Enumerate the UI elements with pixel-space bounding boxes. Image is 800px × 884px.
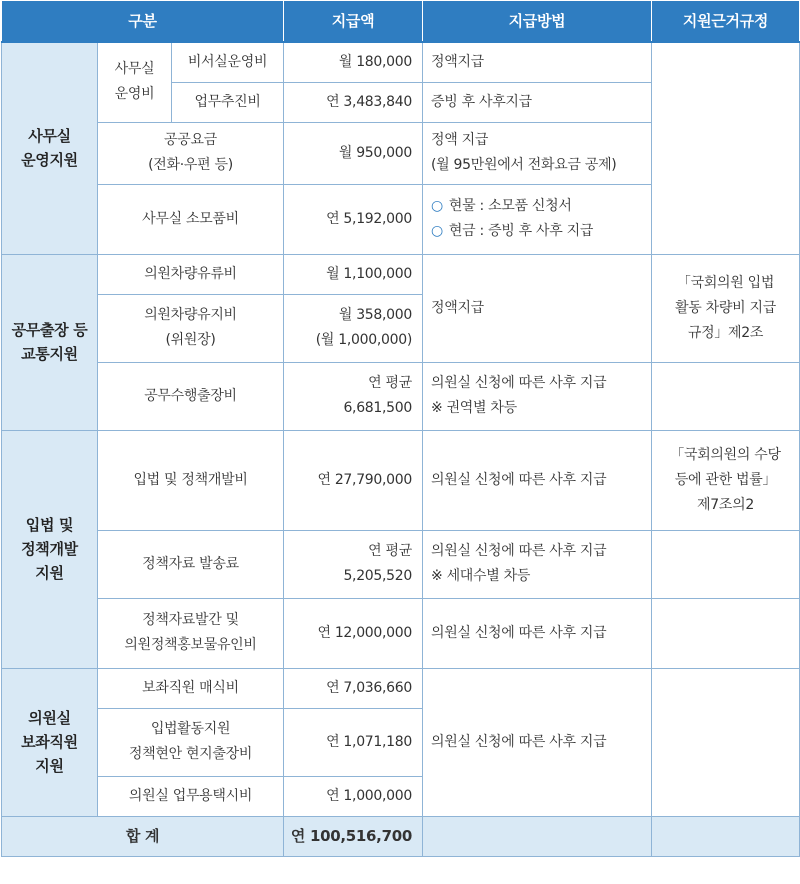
total-method [423,816,652,856]
amount-taxi: 연 1,000,000 [284,776,423,816]
category-travel: 공무출장 등 교통지원 [2,254,98,430]
basis-vehicle: 「국회의원 입법 활동 차량비 지급 규정」제2조 [652,254,800,362]
basis-trip [652,362,800,430]
item-publish: 정책자료발간 및 의원정책홍보물유인비 [98,598,284,668]
table-row [2,598,800,668]
subgroup-office-cost: 사무실 운영비 [98,42,172,122]
item-taxi: 의원실 업무용택시비 [98,776,284,816]
bullet-icon: ○ [431,223,443,239]
item-maintenance: 의원차량유지비 (위원장) [98,294,284,362]
table-row [2,430,800,530]
item-trip: 공무수행출장비 [98,362,284,430]
method-secretary: 정액지급 [423,42,652,82]
method-vehicle: 정액지급 [423,254,652,362]
item-promotion: 업무추진비 [172,82,284,122]
total-row [2,816,800,856]
basis-staff [652,668,800,816]
method-publish: 의원실 신청에 따른 사후 지급 [423,598,652,668]
method-trip: 의원실 신청에 따른 사후 지급 ※ 권역별 차등 [423,362,652,430]
table-row [2,42,800,82]
amount-mailing: 연 평균 5,205,520 [284,530,423,598]
amount-secretary: 월 180,000 [284,42,423,82]
table-row [2,530,800,598]
amount-meal: 연 7,036,660 [284,668,423,708]
header-method: 지급방법 [423,1,652,43]
amount-supplies: 연 5,192,000 [284,184,423,254]
item-utility: 공공요금 (전화·우편 등) [98,122,284,184]
header-category: 구분 [2,1,284,43]
amount-promotion: 연 3,483,840 [284,82,423,122]
amount-trip: 연 평균 6,681,500 [284,362,423,430]
method-utility: 정액 지급 (월 95만원에서 전화요금 공제) [423,122,652,184]
item-secretary: 비서실운영비 [172,42,284,82]
item-mailing: 정책자료 발송료 [98,530,284,598]
item-field: 입법활동지원 정책현안 현지출장비 [98,708,284,776]
basis-publish [652,598,800,668]
table-row [2,254,800,294]
method-legis: 의원실 신청에 따른 사후 지급 [423,430,652,530]
total-amount: 연 100,516,700 [284,816,423,856]
basis-office [652,42,800,254]
basis-legis: 「국회의원의 수당 등에 관한 법률」 제7조의2 [652,430,800,530]
bullet-icon: ○ [431,198,443,214]
total-label: 합 계 [2,816,284,856]
header-basis: 지원근거규정 [652,1,800,43]
header-row [2,1,800,43]
amount-legis: 연 27,790,000 [284,430,423,530]
item-supplies: 사무실 소모품비 [98,184,284,254]
amount-fuel: 월 1,100,000 [284,254,423,294]
method-promotion: 증빙 후 사후지급 [423,82,652,122]
category-staff: 의원실 보좌직원 지원 [2,668,98,816]
support-table [1,0,800,857]
category-policy: 입법 및 정책개발 지원 [2,430,98,668]
amount-publish: 연 12,000,000 [284,598,423,668]
header-amount: 지급액 [284,1,423,43]
table-row [2,668,800,708]
total-basis [652,816,800,856]
method-staff: 의원실 신청에 따른 사후 지급 [423,668,652,816]
method-supplies: ○ 현물 : 소모품 신청서 ○ 현금 : 증빙 후 사후 지급 [423,184,652,254]
table-row [2,362,800,430]
category-office: 사무실 운영지원 [2,42,98,254]
amount-utility: 월 950,000 [284,122,423,184]
item-legis: 입법 및 정책개발비 [98,430,284,530]
method-mailing: 의원실 신청에 따른 사후 지급 ※ 세대수별 차등 [423,530,652,598]
basis-mailing [652,530,800,598]
item-meal: 보좌직원 매식비 [98,668,284,708]
amount-maintenance: 월 358,000 (월 1,000,000) [284,294,423,362]
item-fuel: 의원차량유류비 [98,254,284,294]
amount-field: 연 1,071,180 [284,708,423,776]
